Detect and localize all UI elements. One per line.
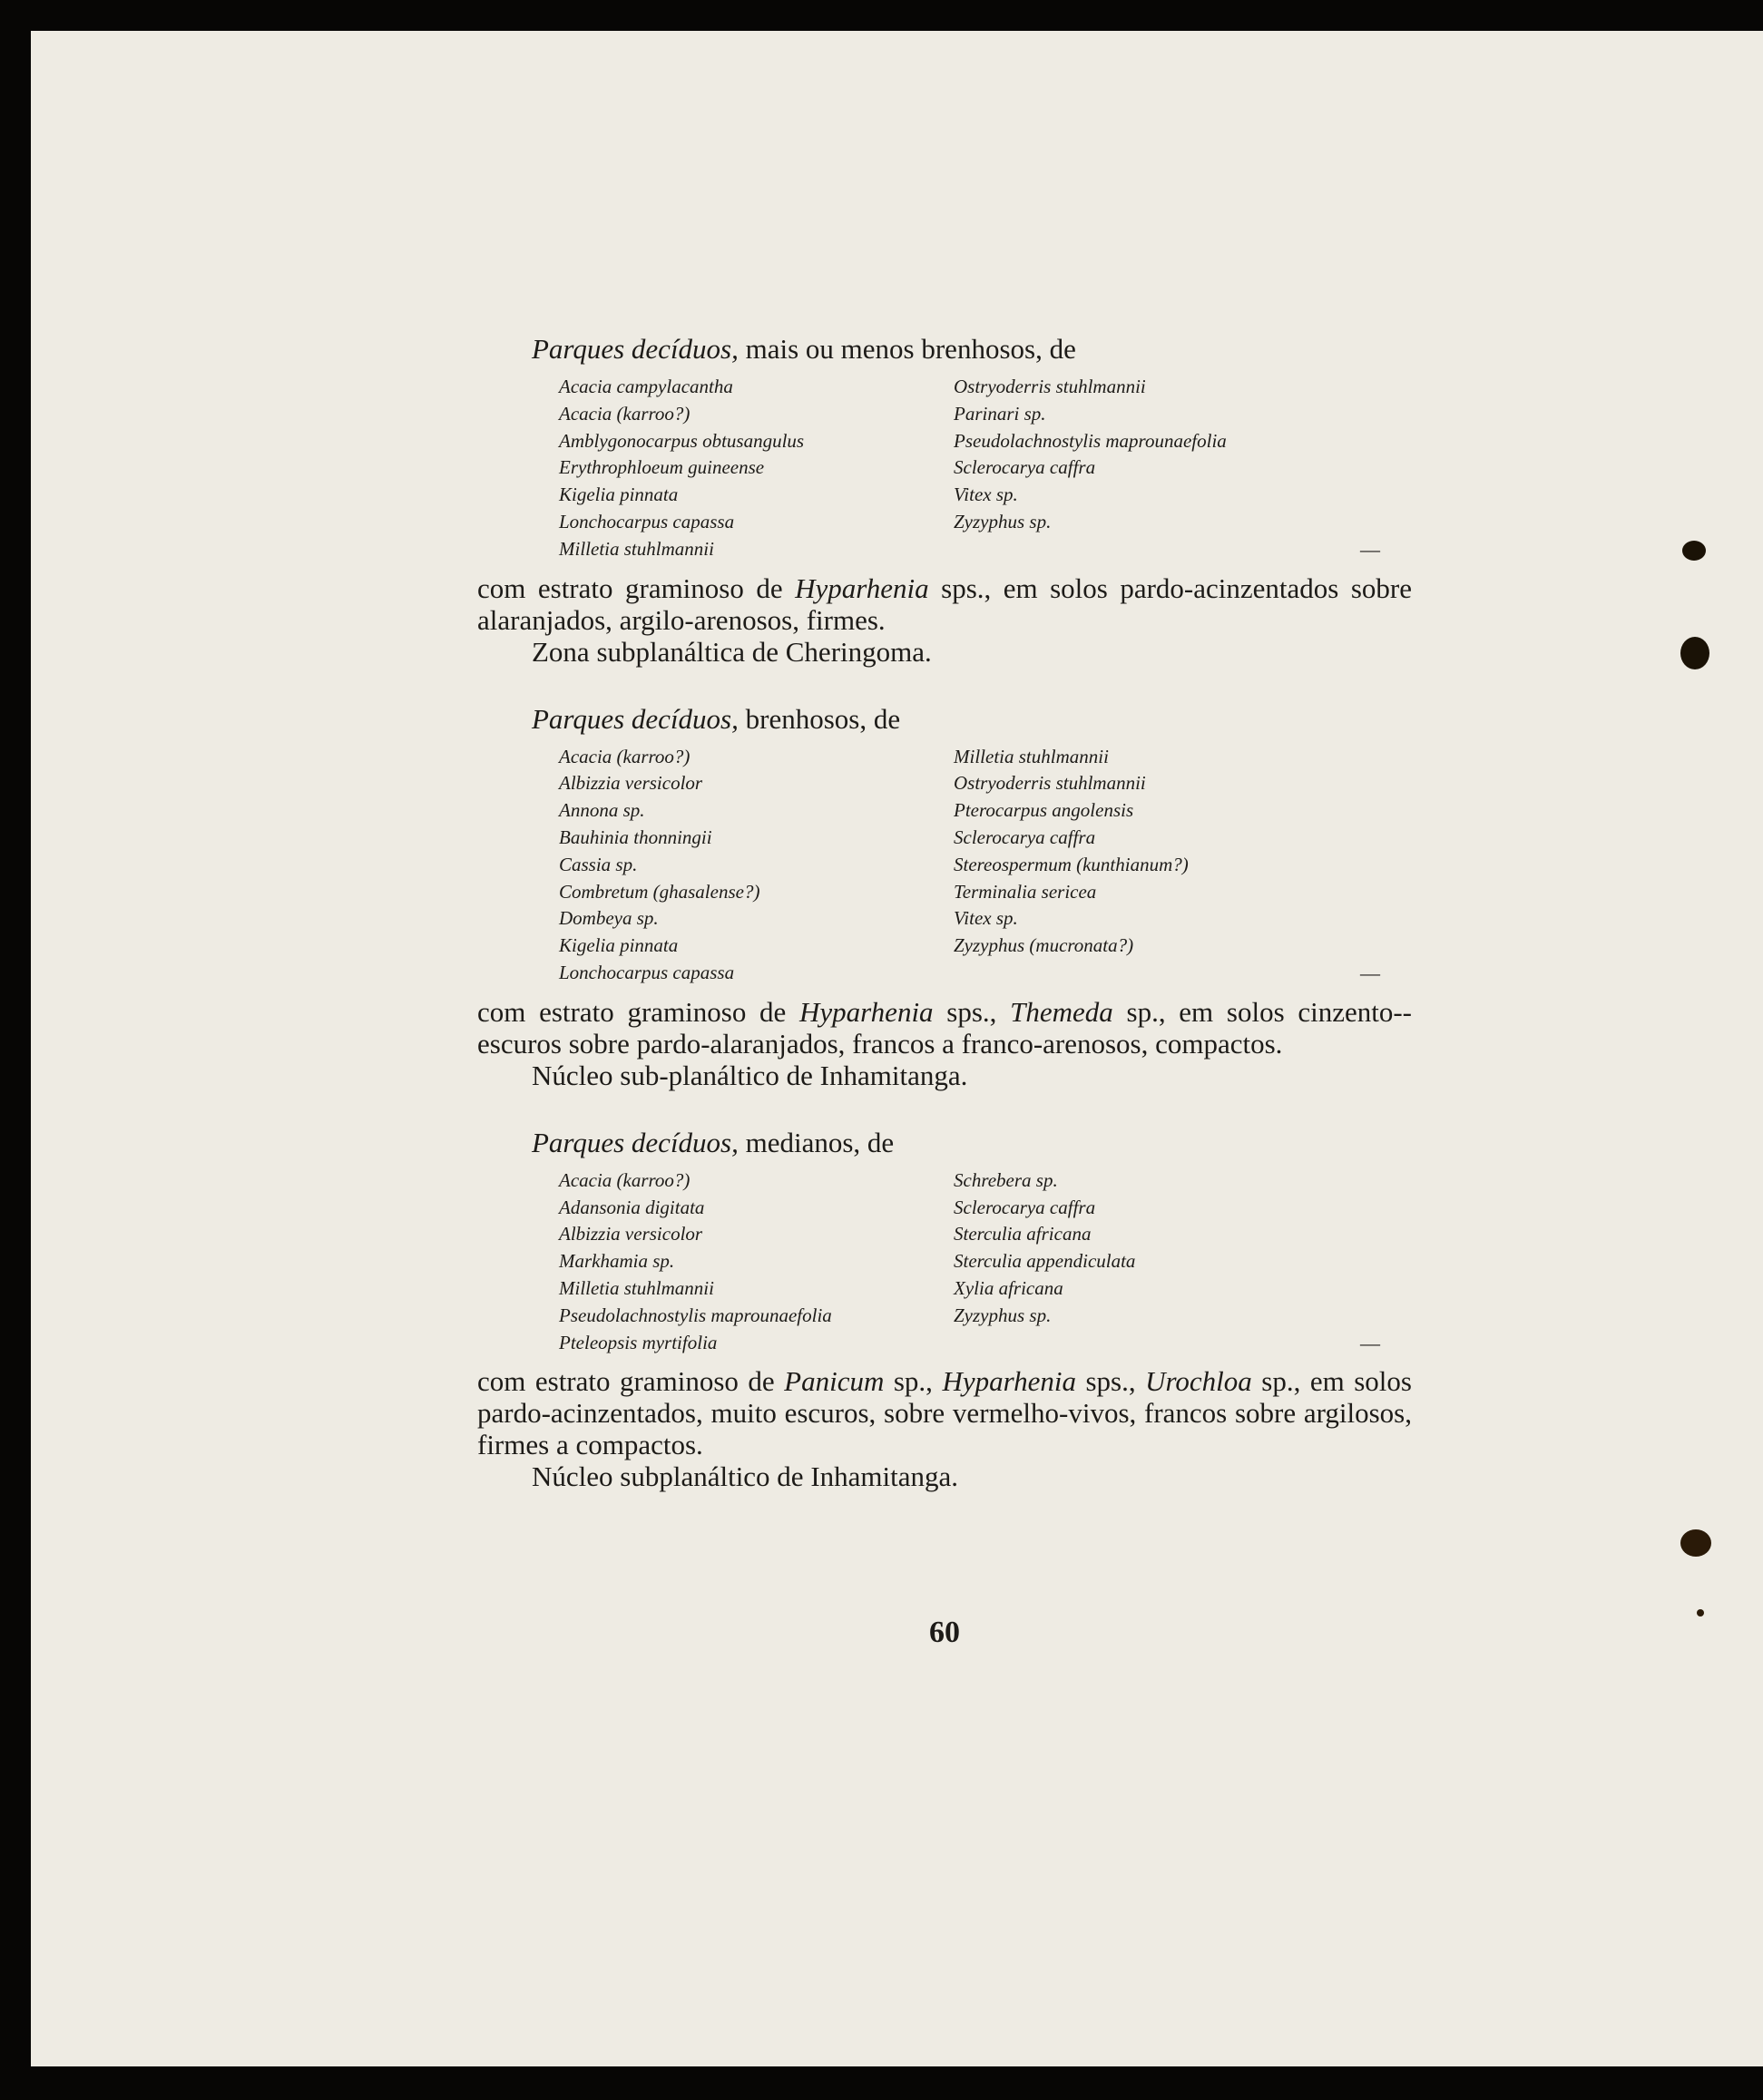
list-end-dash: — (1360, 1331, 1380, 1354)
list-end-dash: — (1360, 537, 1380, 561)
species-name: Combretum (ghasalense?) (559, 880, 760, 903)
para-genus: Urochloa (1145, 1365, 1252, 1398)
section-2 (477, 702, 1412, 1091)
species-name: Vitex sp. (954, 907, 1018, 930)
species-name: Pseudolachnostylis maprounaefolia (559, 1304, 832, 1326)
species-column-left (559, 1167, 954, 1357)
habitat-paragraph (477, 996, 1412, 1060)
zone-line: Núcleo sub-planáltico de Inhamitanga. (532, 1059, 968, 1091)
species-name: Acacia (karroo?) (559, 1168, 691, 1191)
species-name: Cassia sp. (559, 853, 638, 875)
section-heading (477, 332, 1412, 366)
list-end-dash: — (1360, 961, 1380, 984)
species-name: Albizzia versicolor (559, 772, 703, 795)
heading-rest: brenhosos, de (738, 702, 901, 735)
species-name: Lonchocarpus capassa (559, 510, 735, 532)
section-1 (477, 332, 1412, 668)
species-name: Sterculia appendiculata (954, 1250, 1136, 1273)
para-text: sps., em solos pardo-acinzentados sobre alaranjados, argilo-arenosos, firmes. (477, 571, 1412, 636)
species-name: Vitex sp. (954, 483, 1018, 506)
species-name: Pseudolachnostylis maprounaefolia (954, 429, 1227, 452)
document-page (31, 31, 1763, 2066)
section-3 (477, 1126, 1412, 1493)
para-text: sps., (933, 995, 1011, 1028)
species-name: Xylia africana (954, 1276, 1063, 1299)
species-name: Dombeya sp. (559, 907, 659, 930)
para-text: sp., em solos cinzento--escuros sobre pardo-alaranjados, francos a franco-arenosos, compactos. (477, 995, 1413, 1060)
species-list (477, 1167, 1412, 1357)
species-name: Milletia stuhlmannii (559, 537, 714, 560)
page-content (477, 332, 1413, 1649)
species-name: Sclerocarya caffra (954, 825, 1096, 848)
species-name: Adansonia digitata (559, 1196, 705, 1218)
species-column-right (954, 1167, 1380, 1357)
para-genus: Hyparhenia (942, 1365, 1076, 1398)
stain-spot (1697, 1609, 1704, 1617)
stain-spot (1680, 637, 1709, 669)
species-name: Ostryoderris stuhlmannii (954, 772, 1146, 795)
species-name: Sclerocarya caffra (954, 1196, 1096, 1218)
zone-line: Núcleo subplanáltico de Inhamitanga. (532, 1460, 959, 1493)
heading-italic: Parques decíduos, (532, 702, 739, 735)
species-name: Kigelia pinnata (559, 483, 679, 506)
species-name: Markhamia sp. (559, 1250, 675, 1273)
species-name: Zyzyphus (mucronata?) (954, 934, 1134, 957)
species-name: Zyzyphus sp. (954, 510, 1052, 532)
species-name: Ostryoderris stuhlmannii (954, 376, 1146, 397)
para-text: com estrato graminoso de (477, 995, 800, 1028)
para-text: sps., (1075, 1365, 1146, 1398)
species-name: Pterocarpus angolensis (954, 799, 1134, 822)
para-genus: Themeda (1010, 995, 1113, 1028)
species-name: Terminalia sericea (954, 880, 1097, 903)
species-name: Milletia stuhlmannii (954, 745, 1109, 767)
section-heading (477, 1126, 1412, 1160)
page-number: 60 (929, 1616, 960, 1649)
species-name: Albizzia versicolor (559, 1223, 703, 1245)
species-column-right (954, 744, 1380, 987)
species-name: Amblygonocarpus obtusangulus (559, 429, 805, 452)
species-column-right (954, 374, 1380, 563)
heading-italic: Parques decíduos, (532, 333, 739, 365)
species-name: Milletia stuhlmannii (559, 1276, 714, 1299)
species-name: Acacia campylacantha (559, 376, 733, 397)
heading-rest: mais ou menos brenhosos, de (738, 333, 1076, 365)
stain-spot (1680, 1529, 1711, 1557)
stain-spot (1682, 541, 1706, 561)
para-text: sp., em solos pardo-acinzentados, muito escuros, sobre vermelho-vivos, francos sobre argilosos, firmes a compactos. (477, 1365, 1412, 1461)
para-text: sp., (884, 1365, 943, 1398)
section-heading (477, 702, 1412, 737)
habitat-paragraph (477, 572, 1412, 636)
species-name: Sterculia africana (954, 1223, 1092, 1245)
species-name: Acacia (karroo?) (559, 402, 691, 425)
species-name: Lonchocarpus capassa (559, 961, 735, 983)
para-genus: Hyparhenia (795, 571, 929, 604)
species-name: Schrebera sp. (954, 1168, 1058, 1191)
species-name: Pteleopsis myrtifolia (559, 1331, 718, 1353)
species-name: Acacia (karroo?) (559, 745, 691, 767)
species-list (477, 374, 1412, 563)
species-column-left (559, 744, 954, 987)
species-column-left (559, 374, 954, 563)
para-text: com estrato graminoso de (477, 1365, 785, 1398)
heading-italic: Parques decíduos, (532, 1126, 739, 1158)
heading-rest: medianos, de (738, 1126, 895, 1158)
species-name: Parinari sp. (954, 402, 1046, 425)
species-name: Sclerocarya caffra (954, 456, 1096, 479)
para-genus: Hyparhenia (799, 995, 934, 1028)
species-list (477, 744, 1412, 987)
zone-line: Zona subplanáltica de Cheringoma. (532, 635, 932, 668)
species-name: Zyzyphus sp. (954, 1304, 1052, 1326)
habitat-paragraph (477, 1365, 1412, 1460)
para-text: com estrato graminoso de (477, 571, 796, 604)
para-genus: Panicum (784, 1365, 885, 1398)
species-name: Stereospermum (kunthianum?) (954, 853, 1189, 875)
species-name: Bauhinia thonningii (559, 825, 712, 848)
species-name: Kigelia pinnata (559, 934, 679, 957)
species-name: Erythrophloeum guineense (559, 456, 765, 479)
species-name: Annona sp. (559, 799, 645, 822)
